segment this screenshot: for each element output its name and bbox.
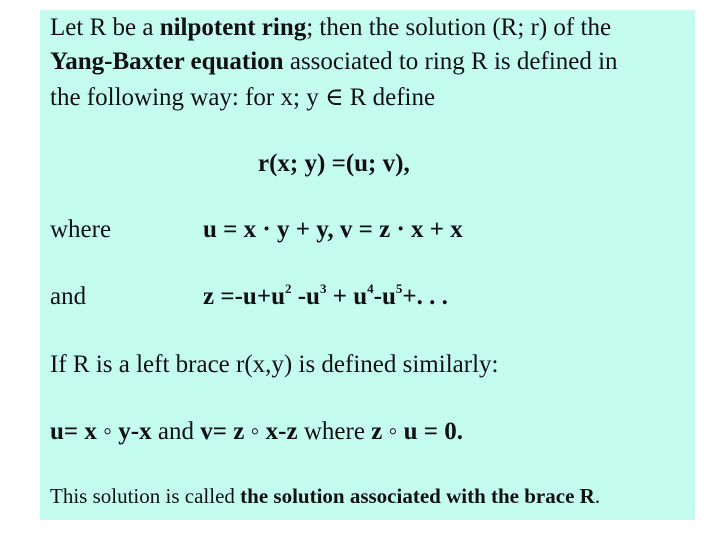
nilpotent-ring-term: nilpotent ring (159, 14, 307, 41)
z-series-formula: $z =-u+u^2$ $-u^3 + u^4-u^5+$. . . (203, 281, 448, 310)
intro-line-3 (50, 82, 435, 112)
z-brace-formula: z ◦ u = 0. (371, 418, 464, 445)
intro-line-1 (50, 14, 611, 42)
where-label: where (50, 216, 112, 243)
intro-text: ; then the solution (R; r) of the (306, 14, 612, 41)
exponent: 2 (284, 281, 292, 296)
intro-line-2 (50, 48, 618, 76)
brace-sentence: If R is a left brace r(x,y) is defined similarly: (50, 351, 499, 378)
r-definition-formula: r(x; y) =(u; v), (258, 150, 410, 177)
intro-text: Let R be a (50, 14, 160, 41)
exponent: 5 (395, 281, 403, 296)
exponent: 4 (367, 281, 374, 296)
exponent: 3 (319, 281, 327, 296)
yang-baxter-term: Yang-Baxter equation (50, 48, 284, 75)
brace-formula-line: u= x ◦ y-x and v= z ◦ x-z where z ◦ u = 0. (50, 418, 464, 445)
brace-solution-term: the solution associated with the brace R (240, 484, 595, 508)
v-brace-formula: v= z ◦ x-z (200, 418, 298, 445)
and-label: and (50, 283, 87, 310)
intro-text: associated to ring R is defined in (283, 48, 618, 75)
intro-text: the following way: for x; y ∈ R define (50, 84, 436, 111)
u-brace-formula: u= x ◦ y-x (50, 418, 152, 445)
conclusion-line: This solution is called the solution associated with the brace R. (50, 484, 601, 508)
uv-formula: u = x · y + y, v = z · x + x (203, 216, 463, 243)
